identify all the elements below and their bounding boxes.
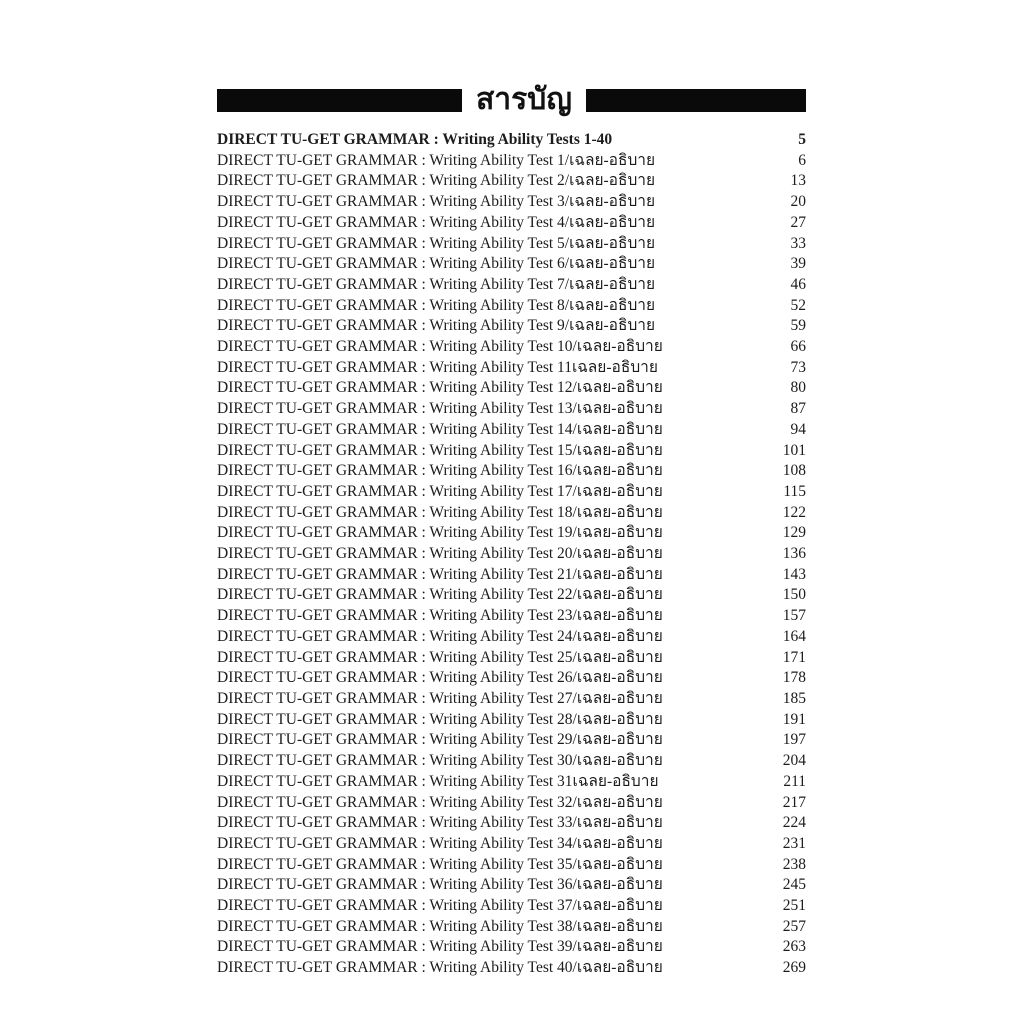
toc-entry-page: 20 <box>790 193 806 211</box>
toc-entry-page: 87 <box>790 400 806 418</box>
toc-list <box>217 130 806 979</box>
toc-entry-page: 185 <box>782 689 806 707</box>
toc-entry-label: DIRECT TU-GET GRAMMAR : Writing Ability Test 2/เฉลย-อธิบาย <box>217 172 656 190</box>
toc-entry-label: DIRECT TU-GET GRAMMAR : Writing Ability Test 15/เฉลย-อธิบาย <box>217 441 663 459</box>
toc-entry <box>217 668 806 689</box>
toc-entry-label: DIRECT TU-GET GRAMMAR : Writing Ability Test 32/เฉลย-อธิบาย <box>217 793 663 811</box>
toc-entry-label: DIRECT TU-GET GRAMMAR : Writing Ability Test 29/เฉลย-อธิบาย <box>217 731 663 749</box>
toc-entry-page: 164 <box>782 627 806 645</box>
toc-entry-label: DIRECT TU-GET GRAMMAR : Writing Ability Test 7/เฉลย-อธิบาย <box>217 275 656 293</box>
toc-entry <box>217 503 806 524</box>
toc-entry <box>217 275 806 296</box>
toc-entry-page: 52 <box>790 296 806 314</box>
toc-entry-label: DIRECT TU-GET GRAMMAR : Writing Ability Test 18/เฉลย-อธิบาย <box>217 503 663 521</box>
toc-entry-page: 178 <box>782 669 806 687</box>
toc-entry-page: 157 <box>782 607 806 625</box>
toc-entry-label: DIRECT TU-GET GRAMMAR : Writing Ability Test 26/เฉลย-อธิบาย <box>217 669 663 687</box>
toc-entry-label: DIRECT TU-GET GRAMMAR : Writing Ability Test 39/เฉลย-อธิบาย <box>217 938 663 956</box>
toc-entry-label: DIRECT TU-GET GRAMMAR : Writing Ability Test 5/เฉลย-อธิบาย <box>217 234 656 252</box>
toc-entry <box>217 399 806 420</box>
toc-entry-page: 122 <box>782 503 806 521</box>
toc-entry-label: DIRECT TU-GET GRAMMAR : Writing Ability Test 37/เฉลย-อธิบาย <box>217 897 663 915</box>
toc-entry-page: 245 <box>782 876 806 894</box>
toc-entry-page: 27 <box>790 213 806 231</box>
toc-entry-page: 136 <box>782 545 806 563</box>
toc-entry <box>217 523 806 544</box>
toc-entry <box>217 917 806 938</box>
toc-entry-page: 251 <box>782 897 806 915</box>
toc-entry-page: 115 <box>783 482 806 500</box>
toc-entry-label: DIRECT TU-GET GRAMMAR : Writing Ability Test 19/เฉลย-อธิบาย <box>217 524 663 542</box>
toc-entry <box>217 751 806 772</box>
toc-entry <box>217 192 806 213</box>
toc-entry-page: 217 <box>782 793 806 811</box>
toc-entry-label: DIRECT TU-GET GRAMMAR : Writing Ability Test 27/เฉลย-อธิบาย <box>217 689 663 707</box>
toc-entry-page: 204 <box>782 752 806 770</box>
toc-entry-label: DIRECT TU-GET GRAMMAR : Writing Ability Test 28/เฉลย-อธิบาย <box>217 710 663 728</box>
toc-entry <box>217 234 806 255</box>
toc-entry-label: DIRECT TU-GET GRAMMAR : Writing Ability Test 3/เฉลย-อธิบาย <box>217 193 656 211</box>
toc-entry <box>217 565 806 586</box>
toc-entry-label: DIRECT TU-GET GRAMMAR : Writing Ability Test 17/เฉลย-อธิบาย <box>217 482 663 500</box>
toc-entry <box>217 296 806 317</box>
toc-entry <box>217 171 806 192</box>
toc-entry <box>217 213 806 234</box>
toc-entry <box>217 813 806 834</box>
toc-entry-label: DIRECT TU-GET GRAMMAR : Writing Ability Test 22/เฉลย-อธิบาย <box>217 586 663 604</box>
toc-entry-label: DIRECT TU-GET GRAMMAR : Writing Ability Test 13/เฉลย-อธิบาย <box>217 400 663 418</box>
toc-entry <box>217 875 806 896</box>
toc-entry-label: DIRECT TU-GET GRAMMAR : Writing Ability Test 10/เฉลย-อธิบาย <box>217 338 663 356</box>
toc-entry-page: 263 <box>782 938 806 956</box>
toc-entry-label: DIRECT TU-GET GRAMMAR : Writing Ability Test 14/เฉลย-อธิบาย <box>217 420 663 438</box>
toc-entry-page: 13 <box>790 172 806 190</box>
toc-entry-page: 257 <box>782 917 806 935</box>
toc-entry-label: DIRECT TU-GET GRAMMAR : Writing Ability Test 11เฉลย-อธิบาย <box>217 358 658 376</box>
toc-entry <box>217 958 806 979</box>
toc-entry-page: 94 <box>790 420 806 438</box>
toc-entry-page: 143 <box>782 565 806 583</box>
toc-entry-page: 150 <box>782 586 806 604</box>
toc-entry-label: DIRECT TU-GET GRAMMAR : Writing Ability Test 23/เฉลย-อธิบาย <box>217 607 663 625</box>
toc-entry <box>217 896 806 917</box>
toc-entry-label: DIRECT TU-GET GRAMMAR : Writing Ability Test 31เฉลย-อธิบาย <box>217 772 659 790</box>
toc-entry-label: DIRECT TU-GET GRAMMAR : Writing Ability Test 25/เฉลย-อธิบาย <box>217 648 663 666</box>
toc-entry <box>217 420 806 441</box>
toc-entry-label: DIRECT TU-GET GRAMMAR : Writing Ability Test 24/เฉลย-อธิบาย <box>217 627 663 645</box>
toc-entry <box>217 441 806 462</box>
toc-entry-label: DIRECT TU-GET GRAMMAR : Writing Ability Test 12/เฉลย-อธิบาย <box>217 379 663 397</box>
toc-entry-label: DIRECT TU-GET GRAMMAR : Writing Ability Tests 1-40 <box>217 131 613 148</box>
toc-entry-page: 171 <box>782 648 806 666</box>
toc-entry-label: DIRECT TU-GET GRAMMAR : Writing Ability Test 16/เฉลย-อธิบาย <box>217 462 663 480</box>
toc-entry-page: 5 <box>798 131 806 148</box>
toc-entry-label: DIRECT TU-GET GRAMMAR : Writing Ability Test 8/เฉลย-อธิบาย <box>217 296 656 314</box>
toc-entry <box>217 585 806 606</box>
toc-entry <box>217 793 806 814</box>
toc-entry-label: DIRECT TU-GET GRAMMAR : Writing Ability Test 21/เฉลย-อธิบาย <box>217 565 663 583</box>
toc-entry <box>217 482 806 503</box>
toc-entry <box>217 378 806 399</box>
toc-entry-page: 191 <box>782 710 806 728</box>
toc-entry <box>217 358 806 379</box>
toc-entry <box>217 151 806 172</box>
toc-entry <box>217 316 806 337</box>
toc-entry-label: DIRECT TU-GET GRAMMAR : Writing Ability Test 36/เฉลย-อธิบาย <box>217 876 663 894</box>
toc-entry <box>217 772 806 793</box>
toc-entry-page: 211 <box>783 772 806 790</box>
toc-entry-label: DIRECT TU-GET GRAMMAR : Writing Ability Test 1/เฉลย-อธิบาย <box>217 151 656 169</box>
toc-entry <box>217 855 806 876</box>
toc-entry-label: DIRECT TU-GET GRAMMAR : Writing Ability Test 30/เฉลย-อธิบาย <box>217 752 663 770</box>
header-bar-left <box>217 89 462 112</box>
toc-entry-page: 80 <box>790 379 806 397</box>
page-title: สารบัญ <box>476 83 572 116</box>
toc-entry-page: 6 <box>798 151 806 169</box>
toc-entry-page: 224 <box>782 814 806 832</box>
header-bar-right <box>586 89 806 112</box>
toc-entry <box>217 937 806 958</box>
toc-entry-label: DIRECT TU-GET GRAMMAR : Writing Ability Test 4/เฉลย-อธิบาย <box>217 213 656 231</box>
toc-entry-page: 101 <box>782 441 806 459</box>
toc-entry-label: DIRECT TU-GET GRAMMAR : Writing Ability Test 38/เฉลย-อธิบาย <box>217 917 663 935</box>
toc-entry-label: DIRECT TU-GET GRAMMAR : Writing Ability Test 20/เฉลย-อธิบาย <box>217 545 663 563</box>
toc-entry <box>217 648 806 669</box>
toc-entry-label: DIRECT TU-GET GRAMMAR : Writing Ability Test 9/เฉลย-อธิบาย <box>217 317 656 335</box>
toc-entry-label: DIRECT TU-GET GRAMMAR : Writing Ability Test 33/เฉลย-อธิบาย <box>217 814 663 832</box>
toc-entry-page: 108 <box>782 462 806 480</box>
toc-entry <box>217 337 806 358</box>
toc-entry <box>217 544 806 565</box>
toc-entry-page: 129 <box>782 524 806 542</box>
toc-entry <box>217 130 806 151</box>
toc-entry-page: 238 <box>782 855 806 873</box>
toc-entry-label: DIRECT TU-GET GRAMMAR : Writing Ability Test 34/เฉลย-อธิบาย <box>217 834 663 852</box>
toc-entry-page: 33 <box>790 234 806 252</box>
toc-entry-page: 66 <box>790 338 806 356</box>
toc-entry <box>217 606 806 627</box>
toc-entry-page: 39 <box>790 255 806 273</box>
toc-entry <box>217 627 806 648</box>
toc-entry <box>217 710 806 731</box>
toc-entry-page: 73 <box>790 358 806 376</box>
toc-entry <box>217 461 806 482</box>
toc-entry-page: 231 <box>782 834 806 852</box>
toc-entry-label: DIRECT TU-GET GRAMMAR : Writing Ability Test 40/เฉลย-อธิบาย <box>217 959 663 977</box>
toc-entry-label: DIRECT TU-GET GRAMMAR : Writing Ability Test 6/เฉลย-อธิบาย <box>217 255 656 273</box>
toc-entry-label: DIRECT TU-GET GRAMMAR : Writing Ability Test 35/เฉลย-อธิบาย <box>217 855 663 873</box>
toc-entry <box>217 254 806 275</box>
toc-header <box>217 82 806 118</box>
toc-entry-page: 46 <box>790 275 806 293</box>
toc-entry-page: 59 <box>790 317 806 335</box>
toc-entry-page: 269 <box>782 959 806 977</box>
toc-entry <box>217 689 806 710</box>
toc-entry <box>217 730 806 751</box>
toc-entry <box>217 834 806 855</box>
toc-entry-page: 197 <box>782 731 806 749</box>
